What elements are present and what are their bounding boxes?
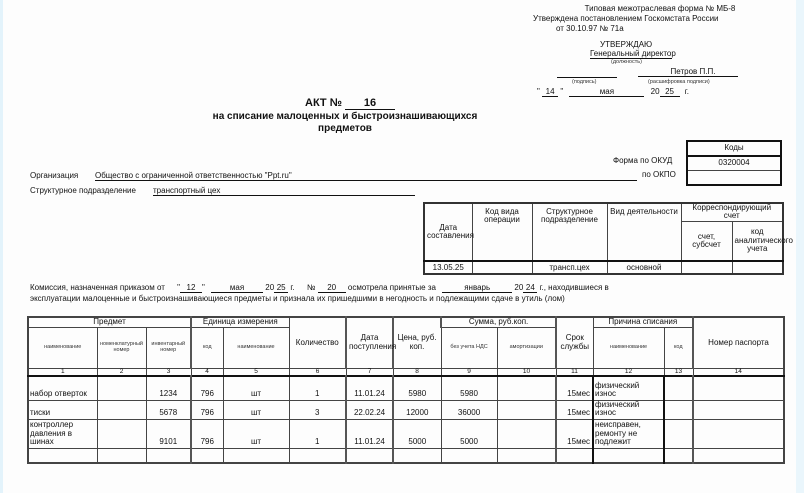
commission-text1: Комиссия, назначенная приказом от	[30, 283, 165, 292]
header-inventory: инвентарный номер	[146, 327, 191, 368]
form-approval-line: Утверждена постановлением Госкомстата России	[533, 14, 719, 23]
info-table	[423, 202, 793, 275]
cell-amortization	[497, 376, 556, 400]
act-title	[305, 97, 395, 110]
info-division: трансп.цех	[532, 261, 607, 274]
column-number: 4	[191, 368, 223, 376]
table-row	[28, 400, 784, 419]
header-name: наименование	[28, 327, 97, 368]
commission-line2: эксплуатации малоценные и быстроизнашивающиеся предметы и признала их пришедшими в негодность и подлежащими сдаче в утиль (лом)	[30, 294, 565, 303]
cell-nomenclature	[97, 376, 146, 400]
cell-reason-name	[593, 448, 664, 463]
division-label: Структурное подразделение	[30, 186, 136, 195]
cell-amortization	[497, 419, 556, 448]
commission-month: мая	[211, 283, 263, 293]
commission-line1: Комиссия, назначенная приказом от " 12 " мая 20 25 г. № 20 осмотрела принятые за январь 20 24 г., находившиеся в	[30, 283, 609, 292]
cell-nomenclature	[97, 448, 146, 463]
right-edge	[796, 0, 804, 493]
header-service-life: Срок службы	[556, 317, 593, 368]
cell-price: 5000	[393, 419, 441, 448]
cell-unit-name	[223, 448, 289, 463]
cell-service-life: 15мес	[556, 376, 593, 400]
act-subtitle	[170, 111, 520, 135]
okpo-label: по ОКПО	[642, 170, 676, 179]
act-title-prefix: АКТ №	[305, 97, 342, 109]
approval-month: мая	[569, 87, 644, 97]
info-account	[681, 261, 732, 274]
cell-date: 11.01.24	[346, 376, 393, 400]
commission-text2: осмотрела принятые за	[347, 283, 436, 292]
info-op-code	[472, 261, 532, 274]
cell-quantity: 1	[289, 419, 346, 448]
cell-amortization	[497, 448, 556, 463]
left-edge	[0, 0, 3, 493]
header-reason-code: код	[664, 327, 693, 368]
cell-unit-name: шт	[223, 376, 289, 400]
cell-sum-no-vat: 5980	[441, 376, 497, 400]
table-row	[28, 419, 784, 448]
approval-position: Генеральный директор	[590, 49, 676, 58]
commission-day: 12	[180, 283, 202, 293]
cell-inventory	[146, 448, 191, 463]
group-header-item: Предмет	[28, 317, 191, 327]
column-numbers-row	[28, 368, 784, 376]
header-passport: Номер паспорта	[693, 317, 784, 368]
commission-number: 20	[318, 283, 346, 293]
act-subtitle-line1: на списание малоценных и быстроизнашивающихся	[212, 111, 478, 122]
items-table	[27, 316, 785, 464]
cell-quantity: 1	[289, 376, 346, 400]
info-analytics	[732, 261, 783, 274]
cell-name: контроллер давления в шинах	[28, 419, 97, 448]
info-header-corr-account: Корреспондирующий счет	[681, 203, 783, 221]
cell-unit-code: 796	[191, 400, 223, 419]
cell-date: 22.02.24	[346, 400, 393, 419]
column-number: 9	[441, 368, 497, 376]
cell-date: 11.01.24	[346, 419, 393, 448]
column-number: 11	[556, 368, 593, 376]
header-nomenclature: номенклатурный номер	[97, 327, 146, 368]
cell-unit-code: 796	[191, 419, 223, 448]
column-number: 14	[693, 368, 784, 376]
header-quantity: Количество	[289, 317, 346, 368]
cell-nomenclature	[97, 400, 146, 419]
group-header-sum: Сумма, руб.коп.	[441, 317, 556, 327]
organization-label: Организация	[30, 171, 79, 180]
table-row	[28, 448, 784, 463]
column-number: 2	[97, 368, 146, 376]
header-unit-code: код	[191, 327, 223, 368]
cell-name	[28, 448, 97, 463]
cell-reason-name: физический износ	[593, 400, 664, 419]
group-header-reason: Причина списания	[593, 317, 693, 327]
header-unit-name: наименование	[223, 327, 289, 368]
cell-inventory: 5678	[146, 400, 191, 419]
info-header-activity: Вид деятельности	[607, 203, 681, 261]
group-header-unit: Единица измерения	[191, 317, 289, 327]
okpo-value	[687, 171, 781, 186]
column-number: 6	[289, 368, 346, 376]
commission-text3: г., находившиеся в	[539, 283, 609, 292]
info-header-date: Дата составления	[424, 203, 472, 261]
cell-service-life: 15мес	[556, 400, 593, 419]
cell-service-life: 15мес	[556, 419, 593, 448]
cell-name: набор отверток	[28, 376, 97, 400]
header-price: Цена, руб. коп.	[393, 317, 441, 368]
cell-quantity	[289, 448, 346, 463]
column-number: 8	[393, 368, 441, 376]
cell-amortization	[497, 400, 556, 419]
approval-title: УТВЕРЖДАЮ	[600, 40, 653, 49]
cell-reason-code	[664, 376, 693, 400]
commission-period-month: январь	[442, 283, 512, 293]
act-subtitle-line2: предметов	[318, 123, 372, 134]
info-header-account: счет, субсчет	[681, 221, 732, 261]
act-number: 16	[345, 97, 395, 110]
commission-g: г.	[290, 283, 295, 292]
cell-unit-name: шт	[223, 419, 289, 448]
approval-year: 25	[660, 87, 680, 97]
form-date-line: от 30.10.97 № 71а	[556, 24, 624, 33]
cell-inventory: 9101	[146, 419, 191, 448]
info-activity: основной	[607, 261, 681, 274]
signature-line	[557, 77, 617, 78]
commission-year: 25	[274, 283, 288, 293]
info-date: 13.05.25	[424, 261, 472, 274]
commission-period-year-prefix: 20	[514, 283, 524, 292]
codes-table	[686, 140, 782, 186]
info-header-division: Структурное подразделение	[532, 203, 607, 261]
approver-name	[638, 67, 738, 77]
cell-price: 5980	[393, 376, 441, 400]
cell-quantity: 3	[289, 400, 346, 419]
cell-sum-no-vat	[441, 448, 497, 463]
cell-inventory: 1234	[146, 376, 191, 400]
cell-unit-code: 796	[191, 376, 223, 400]
table-row	[28, 376, 784, 400]
approval-date	[537, 87, 689, 97]
column-number: 10	[497, 368, 556, 376]
header-date: Дата поступления	[346, 317, 393, 368]
approval-year-prefix: 20	[650, 87, 660, 96]
cell-unit-code	[191, 448, 223, 463]
column-number: 1	[28, 368, 97, 376]
commission-period-year: 24	[523, 283, 537, 293]
cell-reason-name: физический износ	[593, 376, 664, 400]
quote-open: "	[537, 87, 540, 96]
cell-date	[346, 448, 393, 463]
cell-nomenclature	[97, 419, 146, 448]
column-number: 12	[593, 368, 664, 376]
division-value: транспортный цех	[153, 186, 415, 196]
approval-day: 14	[542, 87, 558, 97]
column-number: 5	[223, 368, 289, 376]
cell-reason-code	[664, 419, 693, 448]
approver-name-text: Петров П.П.	[670, 67, 716, 76]
okud-label: Форма по ОКУД	[613, 156, 673, 165]
column-number: 13	[664, 368, 693, 376]
quote-close: "	[560, 87, 564, 96]
header-sum-no-vat: без учета НДС	[441, 327, 497, 368]
column-number: 7	[346, 368, 393, 376]
info-header-analytics: код аналитического учета	[732, 221, 783, 261]
position-caption: (должность)	[611, 59, 642, 65]
cell-reason-name: неисправен, ремонту не подлежит	[593, 419, 664, 448]
approval-year-suffix: г.	[684, 87, 689, 96]
name-caption: (расшифровка подписи)	[648, 79, 710, 85]
header-reason-name: наименование	[593, 327, 664, 368]
okud-value: 0320004	[687, 156, 781, 171]
cell-unit-name: шт	[223, 400, 289, 419]
cell-passport	[693, 448, 784, 463]
cell-reason-code	[664, 400, 693, 419]
cell-passport	[693, 419, 784, 448]
cell-price: 12000	[393, 400, 441, 419]
commission-num-label: №	[306, 283, 316, 292]
cell-sum-no-vat: 36000	[441, 400, 497, 419]
commission-year-prefix: 20	[265, 283, 275, 292]
cell-service-life	[556, 448, 593, 463]
cell-price	[393, 448, 441, 463]
column-number: 3	[146, 368, 191, 376]
form-type-line: Типовая межотраслевая форма № МБ-8	[584, 4, 736, 13]
info-header-op-code: Код вида операции	[472, 203, 532, 261]
organization-value: Общество с ограниченной ответственностью "Ppt.ru"	[95, 171, 637, 181]
cell-name: тиски	[28, 400, 97, 419]
codes-header: Коды	[687, 141, 781, 156]
cell-sum-no-vat: 5000	[441, 419, 497, 448]
signature-caption: (подпись)	[572, 79, 597, 85]
header-amortization: амортизации	[497, 327, 556, 368]
cell-passport	[693, 376, 784, 400]
cell-passport	[693, 400, 784, 419]
cell-reason-code	[664, 448, 693, 463]
